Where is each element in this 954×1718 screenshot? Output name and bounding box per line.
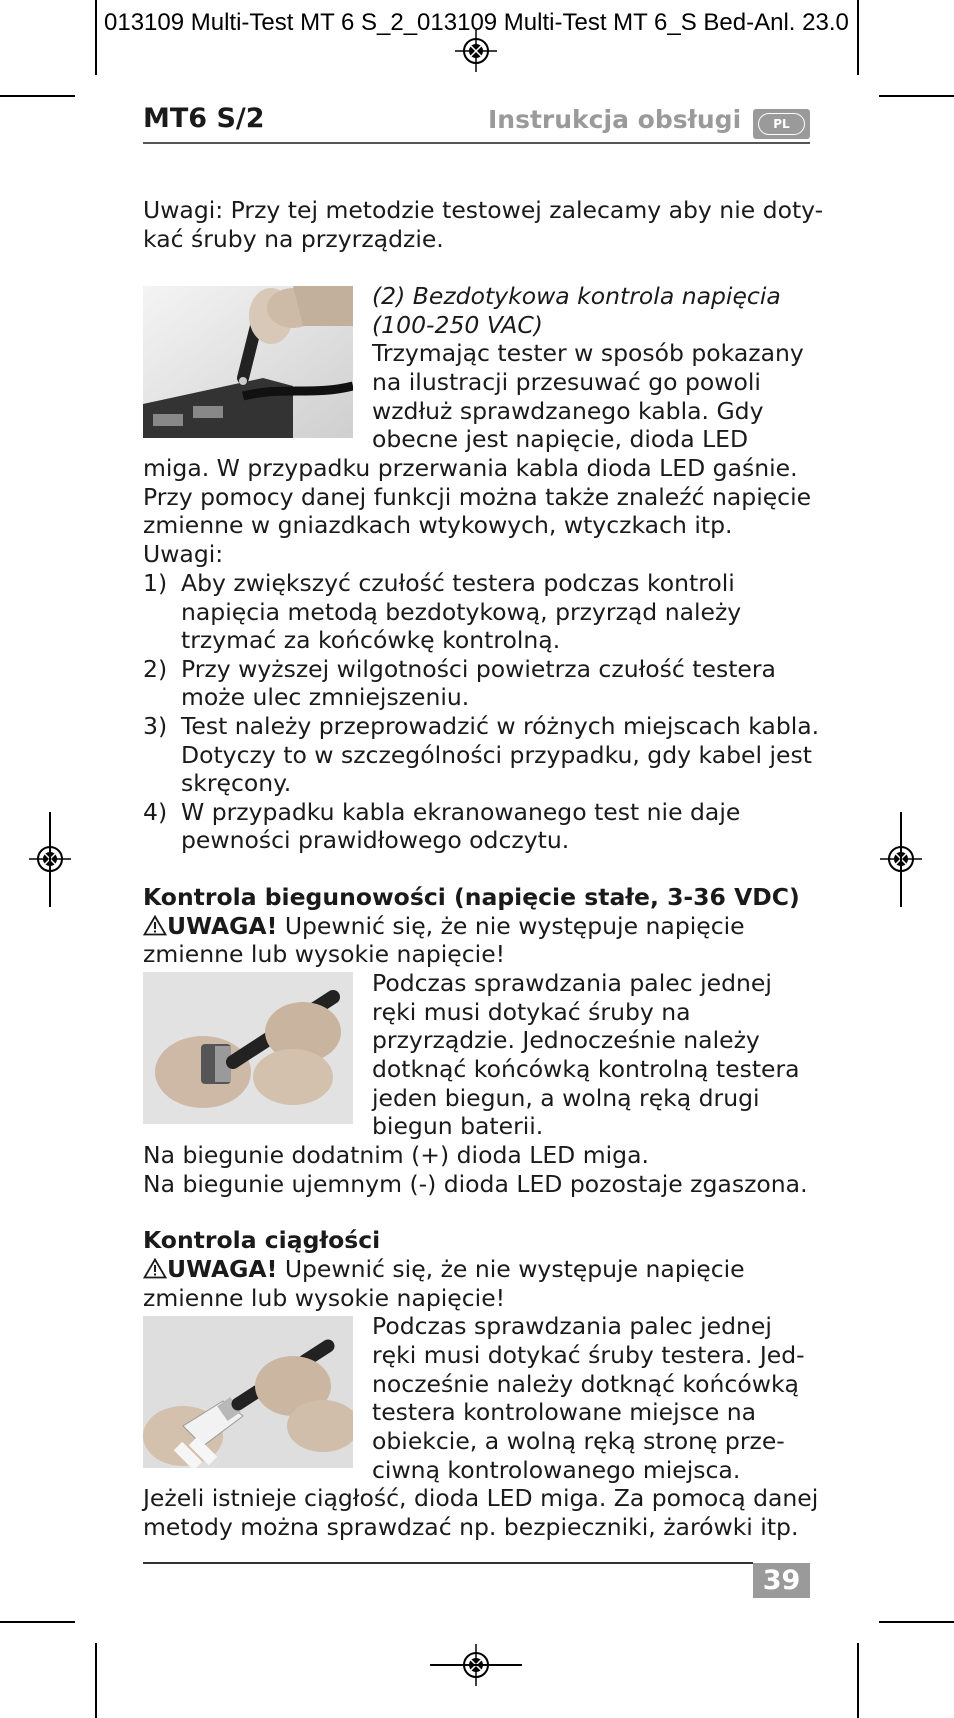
page-number: 39: [753, 1563, 810, 1598]
warning-line: [143, 1255, 745, 1284]
body-line: obecne jest napięcie, dioda LED: [372, 425, 749, 453]
list-item-line: trzymać za końcówkę kontrolną.: [181, 626, 561, 655]
body-line: wzdłuż sprawdzanego kabla. Gdy: [372, 397, 764, 425]
body-line: testera kontrolowane miejsce na: [372, 1398, 757, 1426]
print-slug: 013109 Multi-Test MT 6 S_2_013109 Multi-Test MT 6_S Bed-Anl. 23.0: [104, 9, 849, 36]
body-line: biegun baterii.: [372, 1112, 544, 1140]
photo-bulb-test: [143, 1316, 353, 1468]
warning-line: [143, 912, 745, 941]
body-line: zmienne w gniazdkach wtykowych, wtyczkach itp.: [143, 511, 733, 539]
body-line: na ilustracji przesuwać go powoli: [372, 368, 761, 396]
list-item-number: 2): [143, 654, 168, 683]
crop-mark: [0, 1621, 75, 1623]
warning-text: Upewnić się, że nie występuje napięcie: [277, 1255, 745, 1283]
photo-battery-test: [143, 972, 353, 1124]
list-item-number: 4): [143, 797, 168, 826]
warning-text: Upewnić się, że nie występuje napięcie: [277, 912, 745, 940]
warning-line: zmienne lub wysokie napięcie!: [143, 1284, 506, 1312]
list-item-line: Dotyczy to w szczególności przypadku, gdy kabel jest: [181, 740, 812, 769]
list-item-line: Test należy przeprowadzić w różnych miejscach kabla.: [181, 712, 820, 740]
warning-triangle-icon: [143, 915, 167, 936]
section-title-line: (100-250 VAC): [372, 311, 543, 339]
header-rule: [143, 142, 810, 144]
list-item-line: W przypadku kabla ekranowanego test nie daje: [181, 797, 741, 826]
intro-line: kać śruby na przyrządzie.: [143, 225, 444, 253]
crop-mark: [857, 1643, 859, 1718]
section-heading: Kontrola biegunowości (napięcie stałe, 3-36 VDC): [143, 883, 800, 911]
crop-mark: [900, 812, 902, 907]
list-item-line: Przy wyższej wilgotności powietrza czułość testera: [181, 654, 776, 683]
body-line: Podczas sprawdzania palec jednej: [372, 969, 772, 997]
body-line: Jeżeli istnieje ciągłość, dioda LED miga. Za pomocą danej: [143, 1484, 819, 1512]
warning-label: UWAGA!: [167, 1255, 278, 1283]
notes-list: [143, 569, 820, 859]
list-item-number: 1): [143, 569, 168, 597]
body-line: ciwną kontrolowanego miejsca.: [372, 1456, 741, 1484]
crop-mark: [0, 95, 75, 97]
manual-model-title: MT6 S/2: [143, 103, 265, 134]
body-line: Uwagi:: [143, 540, 224, 568]
body-line: przyrządzie. Jednocześnie należy: [372, 1026, 760, 1054]
body-line: Podczas sprawdzania palec jednej: [372, 1312, 772, 1340]
list-item-line: pewności prawidłowego odczytu.: [181, 826, 570, 855]
language-badge: [753, 109, 810, 139]
body-line: Trzymając tester w sposób pokazany: [372, 339, 804, 367]
body-line: dotknąć końcówką kontrolną testera: [372, 1055, 800, 1083]
body-line: Na biegunie ujemnym (-) dioda LED pozostaje zgaszona.: [143, 1170, 808, 1198]
body-line: ręki musi dotykać śruby na: [372, 998, 691, 1026]
body-line: Na biegunie dodatnim (+) dioda LED miga.: [143, 1141, 649, 1169]
crop-mark: [879, 1621, 954, 1623]
crop-mark: [95, 0, 97, 75]
body-line: miga. W przypadku przerwania kabla dioda LED gaśnie.: [143, 454, 798, 482]
body-line: Przy pomocy danej funkcji można także znaleźć napięcie: [143, 483, 812, 511]
manual-section-title: Instrukcja obsługi: [488, 105, 742, 134]
crop-mark: [49, 812, 51, 907]
section-heading: Kontrola ciągłości: [143, 1226, 381, 1254]
body-line: obiekcie, a wolną ręką stronę prze-: [372, 1427, 785, 1455]
list-item-line: skręcony.: [181, 769, 292, 798]
body-line: metody można sprawdzać np. bezpieczniki, żarówki itp.: [143, 1513, 799, 1541]
warning-triangle-icon: [143, 1258, 167, 1279]
section-title-line: (2) Bezdotykowa kontrola napięcia: [372, 282, 781, 310]
crop-mark: [879, 95, 954, 97]
body-line: ręki musi dotykać śruby testera. Jed-: [372, 1341, 805, 1369]
photo-cable-test: [143, 286, 353, 438]
body-line: jeden biegun, a wolną ręką drugi: [372, 1084, 760, 1112]
warning-label: UWAGA!: [167, 912, 278, 940]
footer-rule: [143, 1562, 753, 1564]
body-line: nocześnie należy dotknąć końcówką: [372, 1370, 799, 1398]
crop-mark: [95, 1643, 97, 1718]
list-item-line: napięcia metodą bezdotykową, przyrząd należy: [181, 597, 742, 626]
list-item-line: może ulec zmniejszeniu.: [181, 683, 470, 712]
intro-line: Uwagi: Przy tej metodzie testowej zalecamy aby nie doty-: [143, 196, 824, 224]
crop-mark: [430, 1664, 522, 1666]
list-item-line: Aby zwiększyć czułość testera podczas kontroli: [181, 569, 735, 597]
language-badge-label: PL: [758, 113, 805, 135]
registration-mark-icon: [455, 30, 497, 72]
list-item-number: 3): [143, 712, 168, 740]
warning-line: zmienne lub wysokie napięcie!: [143, 940, 506, 968]
